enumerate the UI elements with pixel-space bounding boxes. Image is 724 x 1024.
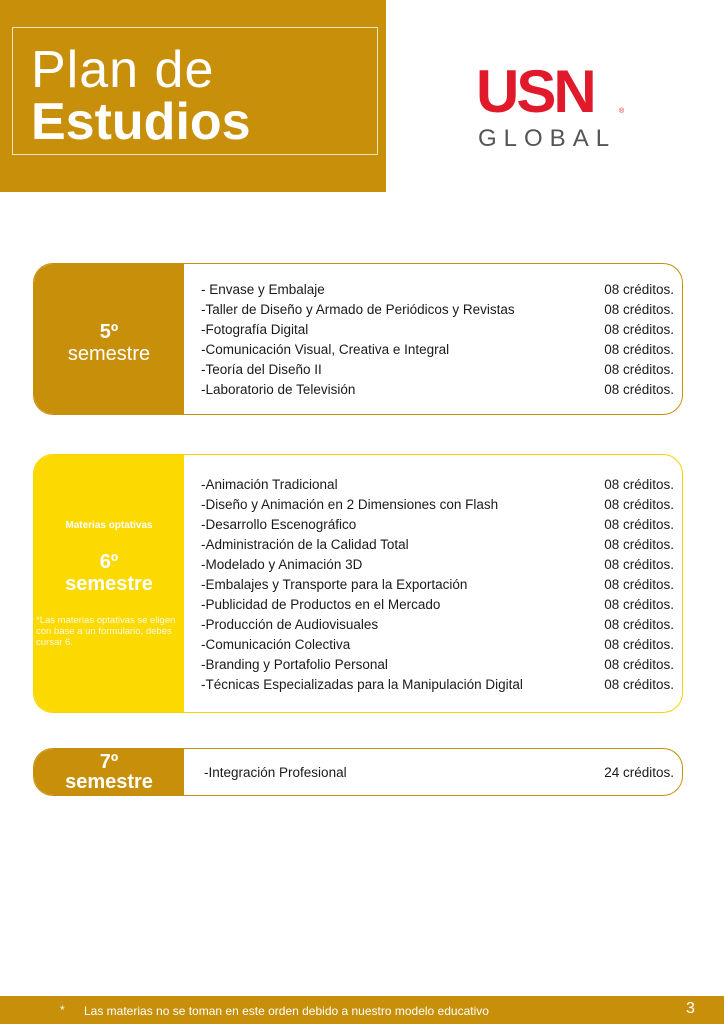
semester-6-word: semestre [65, 573, 153, 595]
subject-row [201, 635, 674, 655]
subject-name: -Laboratorio de Televisión [201, 382, 356, 397]
footer-note: Las materias no se toman en este orden debido a nuestro modelo educativo [84, 1004, 489, 1018]
subject-row [201, 615, 674, 635]
subject-credits: 08 créditos. [604, 637, 674, 652]
subject-credits: 08 créditos. [604, 617, 674, 632]
subject-credits: 08 créditos. [604, 497, 674, 512]
subject-row [201, 320, 674, 340]
logo-subtitle: GLOBAL [478, 125, 617, 152]
semester-7-block [33, 748, 683, 796]
semester-6-subjects [201, 475, 674, 695]
subject-name: -Animación Tradicional [201, 477, 338, 492]
subject-name: -Diseño y Animación en 2 Dimensiones con Flash [201, 497, 499, 512]
subject-name: -Taller de Diseño y Armado de Periódicos y Revistas [201, 302, 515, 317]
footer-bar [0, 996, 724, 1024]
semester-5-word: semestre [67, 343, 151, 365]
subject-row [201, 555, 674, 575]
subject-name: - Envase y Embalaje [201, 282, 325, 297]
subject-name: -Teoría del Diseño II [201, 362, 322, 377]
semester-5-number: 5º [99, 321, 119, 343]
subject-name: -Fotografía Digital [201, 322, 309, 337]
subject-row [201, 655, 674, 675]
semester-5-block [33, 263, 683, 415]
subject-row [201, 535, 674, 555]
subject-name: -Integración Profesional [204, 765, 347, 780]
semester-7-subjects [204, 763, 674, 783]
subject-name: -Desarrollo Escenográfico [201, 517, 357, 532]
semester-7-label [34, 749, 184, 795]
subject-credits: 08 créditos. [604, 322, 674, 337]
page-number: 3 [686, 1000, 695, 1017]
footer-asterisk: * [60, 1003, 65, 1017]
subject-name: -Administración de la Calidad Total [201, 537, 409, 552]
subject-row [201, 575, 674, 595]
page-title-line2: Estudios [31, 93, 251, 151]
subject-row [201, 675, 674, 695]
subject-row [201, 475, 674, 495]
semester-6-block [33, 454, 683, 713]
subject-credits: 08 créditos. [604, 362, 674, 377]
subject-credits: 08 créditos. [604, 342, 674, 357]
subject-row [201, 595, 674, 615]
logo-brand: USN [476, 58, 594, 125]
subject-name: -Branding y Portafolio Personal [201, 657, 388, 672]
semester-7-number: 7º [99, 751, 119, 773]
header-banner [0, 0, 386, 192]
optional-subjects-note: *Las materias optativas se eligen con base a un formulario, debes cursar 6. [36, 615, 176, 648]
subject-credits: 08 créditos. [604, 677, 674, 692]
subject-row [204, 763, 674, 783]
usn-global-logo [476, 58, 626, 154]
semester-5-subjects [201, 280, 674, 400]
subject-row [201, 340, 674, 360]
subject-credits: 08 créditos. [604, 657, 674, 672]
subject-name: -Embalajes y Transporte para la Exportación [201, 577, 468, 592]
page-title-line1: Plan de [31, 41, 215, 99]
semester-7-word: semestre [65, 771, 153, 793]
logo-registered-mark: ® [619, 108, 625, 115]
subject-name: -Publicidad de Productos en el Mercado [201, 597, 441, 612]
subject-name: -Técnicas Especializadas para la Manipulación Digital [201, 677, 523, 692]
subject-row [201, 515, 674, 535]
subject-name: -Comunicación Visual, Creativa e Integral [201, 342, 450, 357]
subject-credits: 08 créditos. [604, 537, 674, 552]
subject-row [201, 300, 674, 320]
subject-row [201, 380, 674, 400]
semester-5-label [34, 264, 184, 414]
subject-credits: 08 créditos. [604, 577, 674, 592]
subject-credits: 08 créditos. [604, 597, 674, 612]
subject-row [201, 280, 674, 300]
subject-row [201, 495, 674, 515]
subject-credits: 08 créditos. [604, 557, 674, 572]
subject-credits: 08 créditos. [604, 517, 674, 532]
subject-credits: 08 créditos. [604, 477, 674, 492]
subject-credits: 08 créditos. [604, 282, 674, 297]
subject-row [201, 360, 674, 380]
subject-credits: 08 créditos. [604, 382, 674, 397]
subject-credits: 24 créditos. [604, 765, 674, 780]
semester-6-number: 6º [99, 551, 119, 573]
subject-name: -Modelado y Animación 3D [201, 557, 363, 572]
optional-subjects-label: Materias optativas [65, 520, 153, 531]
subject-credits: 08 créditos. [604, 302, 674, 317]
subject-name: -Producción de Audiovisuales [201, 617, 379, 632]
subject-name: -Comunicación Colectiva [201, 637, 351, 652]
semester-6-label [34, 455, 184, 712]
